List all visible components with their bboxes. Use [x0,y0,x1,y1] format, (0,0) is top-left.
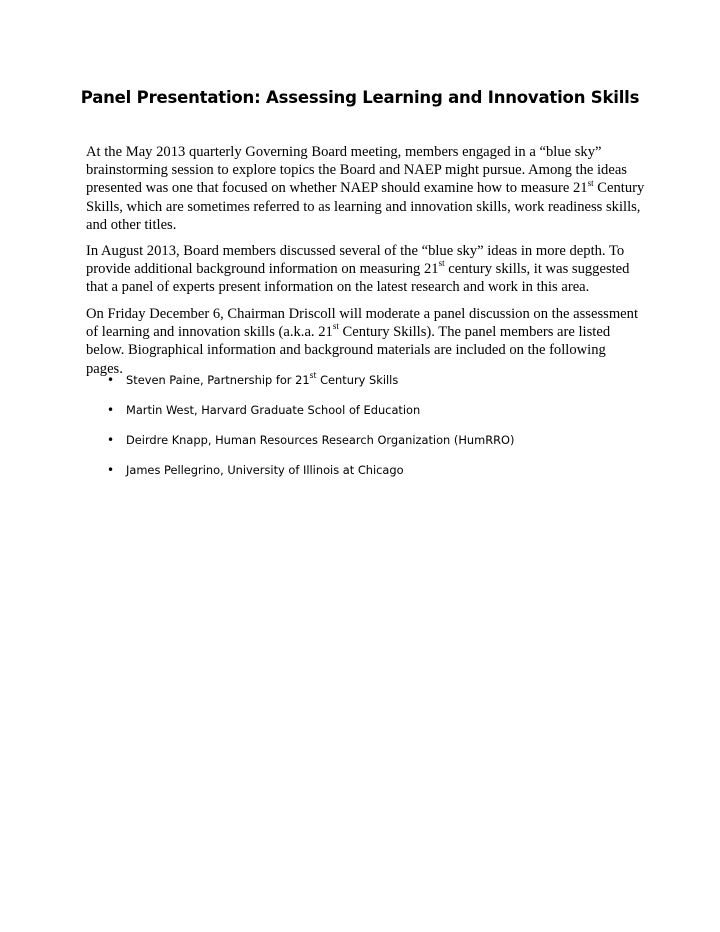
paragraph-text: century skills, it was suggested that a panel of experts present information on the latest research and work in this area. [86,261,630,296]
page-title: Panel Presentation: Assessing Learning and Innovation Skills [80,88,640,107]
panel-member-label [126,402,420,418]
paragraph-text: At the May 2013 quarterly Governing Board meeting, members engaged in a “blue sky” brainstorming session to explore topics the Board and NAEP might pursue. Among the ideas presented was one that focused on whether NAEP should examine how to measure 21 [86,144,627,197]
panel-member-text: Century Skills [316,373,399,387]
panel-member-text: Deirdre Knapp, Human Resources Research Organization (HumRRO) [126,433,515,447]
panel-member-text: James Pellegrino, University of Illinois at Chicago [126,463,404,477]
panel-member-label [126,462,404,478]
paragraph-text: Century Skills, which are sometimes referred to as learning and innovation skills, work readiness skills, and other titles. [86,180,645,233]
paragraph-text: Century Skills). The panel members are listed below. Biographical information and background materials are included on the following pages. [86,324,611,377]
paragraph-august-meeting [86,242,646,297]
bullet-icon: • [107,403,115,417]
ordinal-suffix: st [332,321,339,332]
paragraph-text: In August 2013, Board members discussed several of the “blue sky” ideas in more depth. To provide additional background information on measuring 21 [86,243,625,278]
panel-member-text: Martin West, Harvard Graduate School of Education [126,403,421,417]
ordinal-suffix: st [438,258,445,269]
panel-member-text: Steven Paine, Partnership for 21 [126,373,310,387]
bullet-icon: • [107,463,115,477]
bullet-icon: • [107,373,115,387]
panel-member-label [126,432,514,448]
ordinal-suffix: st [309,371,317,381]
paragraph-blue-sky-meeting [86,143,646,234]
panel-member-label [126,372,398,388]
paragraph-text: On Friday December 6, Chairman Driscoll will moderate a panel discussion on the assessment of learning and innovation skills (a.k.a. 21 [86,306,638,341]
bullet-icon: • [107,433,115,447]
ordinal-suffix: st [587,177,594,188]
